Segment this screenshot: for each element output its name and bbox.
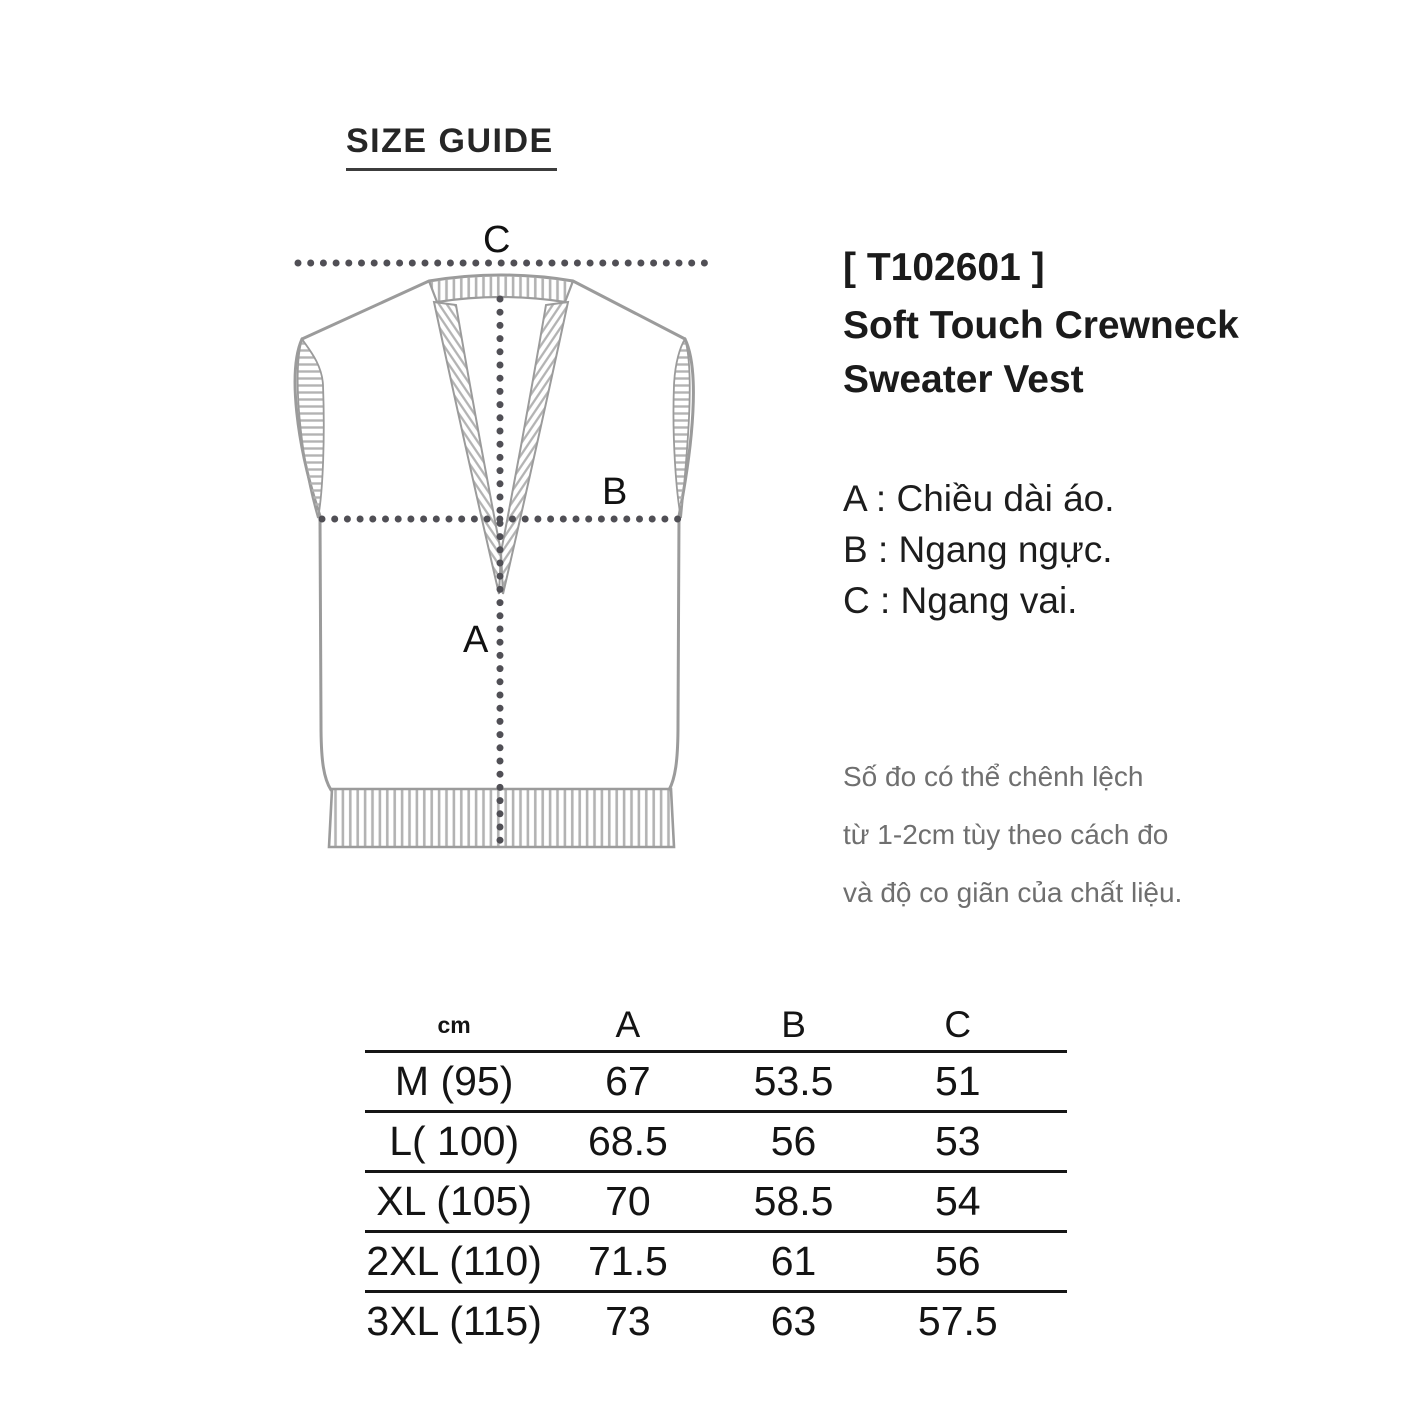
size-label: 2XL (110) <box>366 1238 542 1284</box>
size-table-col-c: C <box>944 1004 972 1045</box>
value-b: 63 <box>770 1298 817 1344</box>
vneck-band-left <box>434 302 501 594</box>
page-title: SIZE GUIDE <box>346 122 557 171</box>
tolerance-note <box>843 748 1182 922</box>
size-table-col-b: B <box>781 1004 806 1045</box>
value-a: 73 <box>605 1298 651 1344</box>
value-b: 61 <box>770 1238 817 1284</box>
value-a: 67 <box>605 1058 651 1104</box>
table-row <box>365 1053 1067 1113</box>
size-table-header-row <box>365 1000 1067 1053</box>
armhole-band-right <box>673 339 689 518</box>
armhole-band-left <box>298 339 324 518</box>
value-c: 51 <box>934 1058 981 1104</box>
value-c: 53 <box>934 1118 981 1164</box>
legend-item-b: B : Ngang ngực. <box>843 529 1113 570</box>
size-label: L( 100) <box>389 1118 520 1164</box>
value-b: 53.5 <box>753 1058 834 1104</box>
product-name-line2: Sweater Vest <box>843 358 1084 401</box>
note-line3: và độ co giãn của chất liệu. <box>843 877 1183 908</box>
size-label: XL (105) <box>376 1178 533 1224</box>
product-name <box>843 299 1239 407</box>
value-c: 54 <box>934 1178 981 1224</box>
table-row <box>365 1173 1067 1233</box>
note-line2: từ 1-2cm tùy theo cách đo <box>843 819 1169 850</box>
size-label: 3XL (115) <box>366 1298 542 1344</box>
measurement-legend <box>843 473 1115 626</box>
size-table-col-a: A <box>615 1004 641 1045</box>
legend-item-a: A : Chiều dài áo. <box>843 478 1115 519</box>
value-b: 58.5 <box>753 1178 834 1224</box>
note-line1: Số đo có thể chênh lệch <box>843 761 1144 792</box>
value-a: 71.5 <box>587 1238 668 1284</box>
value-c: 56 <box>934 1238 981 1284</box>
size-table-unit-header: cm <box>437 1011 471 1038</box>
vest-measurement-diagram <box>280 200 720 860</box>
product-name-line1: Soft Touch Crewneck <box>843 304 1239 347</box>
value-a: 68.5 <box>587 1118 668 1164</box>
value-c: 57.5 <box>917 1298 998 1344</box>
product-code: [ T102601 ] <box>843 246 1045 289</box>
diagram-label-c: C <box>483 219 511 261</box>
size-label: M (95) <box>394 1058 514 1104</box>
vneck-band-right <box>501 302 568 594</box>
legend-item-c: C : Ngang vai. <box>843 580 1078 621</box>
table-row <box>365 1233 1067 1293</box>
value-b: 56 <box>770 1118 817 1164</box>
value-a: 70 <box>605 1178 651 1224</box>
diagram-label-a: A <box>463 619 489 661</box>
size-table <box>365 1000 1067 1350</box>
table-row <box>365 1293 1067 1350</box>
diagram-label-b: B <box>602 471 628 513</box>
table-row <box>365 1113 1067 1173</box>
